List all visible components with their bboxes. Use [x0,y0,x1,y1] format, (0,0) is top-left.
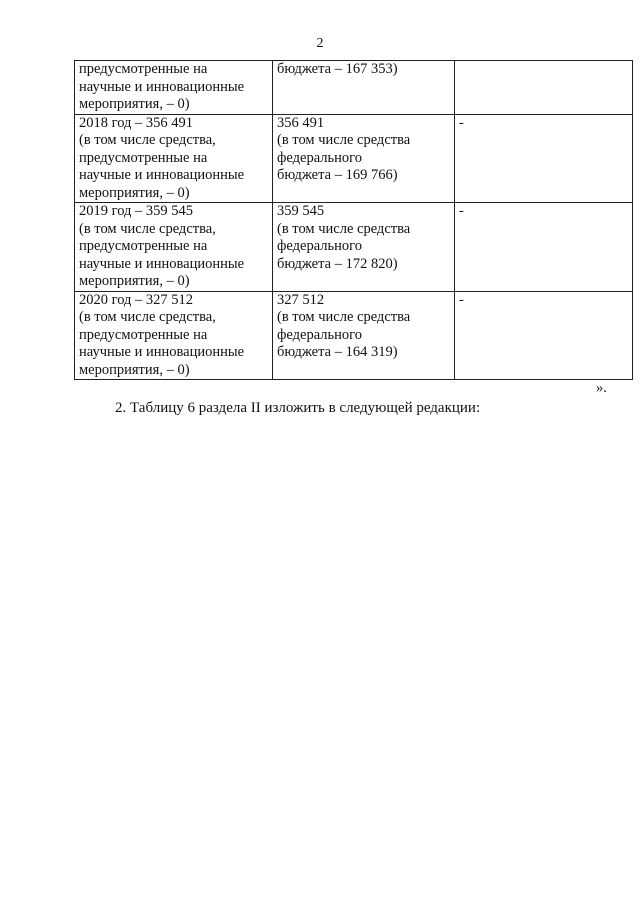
table-cell-c2 [273,61,455,115]
cell-text-line: федерального [277,326,362,343]
table-cell-c1 [75,114,273,203]
cell-text-line: мероприятия, – 0) [79,361,190,378]
funding-table [74,60,633,380]
cell-text-line: 2019 год – 359 545 [79,203,194,219]
cell-text-line: (в том числе средства, [79,220,216,237]
cell-text-line [459,61,629,79]
cell-text-line: 359 545 [277,203,325,219]
cell-text-line: (в том числе средства [277,132,411,148]
table-cell-c2 [273,291,455,380]
cell-text-line: мероприятия, – 0) [79,96,190,112]
cell-text-line: предусмотренные на [79,149,208,166]
table-row [75,114,633,203]
table-cell-c2 [273,114,455,203]
cell-text-line: - [459,203,464,219]
cell-text-line: 2020 год – 327 512 [79,291,194,308]
cell-text-line: 2018 год – 356 491 [79,114,194,131]
cell-text-line: бюджета – 167 353) [277,61,398,77]
cell-text-line: предусмотренные на [79,238,208,254]
table-cell-c2 [273,203,455,292]
page-number: 2 [316,36,324,51]
cell-text-line: научные и инновационные [79,78,245,95]
cell-text-line: научные и инновационные [79,167,245,183]
cell-text-line: предусмотренные на [79,326,208,343]
cell-text-line: (в том числе средства, [79,309,216,325]
table-row [75,203,633,292]
cell-text-line: (в том числе средства, [79,132,216,148]
cell-text-line: (в том числе средства [277,220,411,237]
table-cell-c3 [455,114,633,203]
cell-text-line: (в том числе средства [277,309,411,325]
table-cell-c1 [75,291,273,380]
table-cell-c1 [75,61,273,115]
table-cell-c3 [455,203,633,292]
table-row [75,291,633,380]
paragraph-item-2: 2. Таблицу 6 раздела II изложить в следующей редакции: [115,400,481,416]
cell-text-line: мероприятия, – 0) [79,184,190,201]
cell-text-line: научные и инновационные [79,344,245,360]
cell-text-line: мероприятия, – 0) [79,273,190,289]
table-cell-c3 [455,61,633,115]
cell-text-line: 356 491 [277,114,325,131]
cell-text-line: предусмотренные на [79,61,208,77]
cell-text-line: 327 512 [277,291,325,308]
table-cell-c1 [75,203,273,292]
table-row [75,61,633,115]
table-cell-c3 [455,291,633,380]
cell-text-line: федерального [277,149,362,166]
closing-quote: ». [596,380,607,396]
cell-text-line: бюджета – 164 319) [277,344,398,360]
cell-text-line: бюджета – 169 766) [277,167,398,183]
cell-text-line: - [459,114,464,131]
cell-text-line: научные и инновационные [79,255,245,272]
cell-text-line: федерального [277,238,362,254]
cell-text-line: бюджета – 172 820) [277,255,398,272]
cell-text-line: - [459,291,464,308]
